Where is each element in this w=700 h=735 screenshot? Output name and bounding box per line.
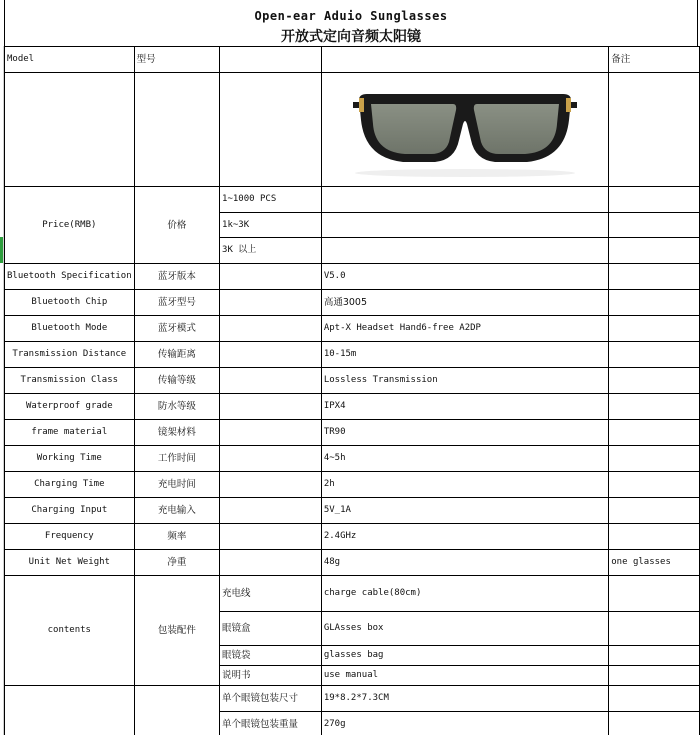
model-header[interactable]: Model	[5, 47, 135, 73]
spec-note[interactable]	[609, 368, 700, 394]
contents-item-value[interactable]: charge cable(80cm)	[321, 576, 608, 612]
contents-item-value[interactable]: GLAsses box	[321, 612, 608, 646]
spec-row	[5, 420, 700, 446]
packaging-item-name[interactable]: 单个眼镜包装重量	[220, 712, 322, 735]
spec-row	[5, 498, 700, 524]
spec-value[interactable]: Apt-X Headset Hand6-free A2DP	[321, 316, 608, 342]
spec-row	[5, 550, 700, 576]
image-row	[5, 73, 700, 187]
spec-row	[5, 342, 700, 368]
spec-row	[5, 368, 700, 394]
spec-row	[5, 524, 700, 550]
spec-value[interactable]: 4~5h	[321, 446, 608, 472]
spec-value[interactable]: IPX4	[321, 394, 608, 420]
packaging-row	[5, 686, 700, 712]
cell[interactable]	[321, 238, 608, 264]
cell[interactable]	[220, 290, 322, 316]
spec-label-cn[interactable]: 充电时间	[134, 472, 219, 498]
price-label[interactable]: Price(RMB)	[5, 187, 135, 264]
spec-row	[5, 264, 700, 290]
model-cn-header[interactable]: 型号	[134, 47, 219, 73]
spec-label-cn[interactable]: 蓝牙型号	[134, 290, 219, 316]
product-image-cell[interactable]	[321, 73, 608, 187]
spec-row	[5, 446, 700, 472]
spec-row	[5, 316, 700, 342]
cell[interactable]	[220, 73, 322, 187]
spec-table	[4, 46, 700, 735]
spec-label[interactable]: Bluetooth Chip	[5, 290, 135, 316]
spec-note[interactable]	[609, 290, 700, 316]
spec-label[interactable]: Charging Input	[5, 498, 135, 524]
spec-value[interactable]: 10-15m	[321, 342, 608, 368]
spec-note[interactable]	[609, 316, 700, 342]
spec-label-cn[interactable]: 传输距离	[134, 342, 219, 368]
price-label-cn[interactable]: 价格	[134, 187, 219, 264]
spec-label[interactable]: Transmission Distance	[5, 342, 135, 368]
cell[interactable]	[609, 612, 700, 646]
cell[interactable]	[220, 342, 322, 368]
cell[interactable]	[609, 666, 700, 686]
spec-note[interactable]	[609, 498, 700, 524]
spec-label-cn[interactable]: 传输等级	[134, 368, 219, 394]
cell[interactable]	[321, 213, 608, 238]
cell[interactable]	[220, 368, 322, 394]
cell[interactable]	[609, 213, 700, 238]
contents-row	[5, 576, 700, 612]
contents-item-name[interactable]: 充电线	[220, 576, 322, 612]
contents-item-value[interactable]: glasses bag	[321, 646, 608, 666]
price-tier[interactable]: 1~1000 PCS	[220, 187, 322, 213]
cell[interactable]	[220, 550, 322, 576]
cell[interactable]	[220, 47, 322, 73]
contents-item-name[interactable]: 眼镜袋	[220, 646, 322, 666]
contents-label[interactable]: contents	[5, 576, 135, 686]
price-tier[interactable]: 3K 以上	[220, 238, 322, 264]
spec-row	[5, 394, 700, 420]
cell[interactable]	[609, 576, 700, 612]
spec-note[interactable]	[609, 472, 700, 498]
cell[interactable]	[220, 264, 322, 290]
cell[interactable]	[5, 686, 135, 735]
title-english: Open-ear Aduio Sunglasses	[254, 9, 448, 23]
spec-label[interactable]: frame material	[5, 420, 135, 446]
cell[interactable]	[220, 472, 322, 498]
spec-label[interactable]: Bluetooth Mode	[5, 316, 135, 342]
title-block	[4, 0, 698, 46]
cell[interactable]	[609, 712, 700, 735]
spec-value[interactable]: TR90	[321, 420, 608, 446]
cell[interactable]	[609, 73, 700, 187]
contents-label-cn[interactable]: 包装配件	[134, 576, 219, 686]
spec-label[interactable]: Bluetooth Specification	[5, 264, 135, 290]
spec-value[interactable]: 5V_1A	[321, 498, 608, 524]
packaging-item-value[interactable]: 19*8.2*7.3CM	[321, 686, 608, 712]
spec-note[interactable]	[609, 264, 700, 290]
spec-label-cn[interactable]: 频率	[134, 524, 219, 550]
cell[interactable]	[134, 73, 219, 187]
spec-value[interactable]: 48g	[321, 550, 608, 576]
spec-label-cn[interactable]: 净重	[134, 550, 219, 576]
spec-value[interactable]: 2.4GHz	[321, 524, 608, 550]
cell[interactable]	[321, 187, 608, 213]
header-row	[5, 47, 700, 73]
spec-value[interactable]: 2h	[321, 472, 608, 498]
spec-label-cn[interactable]: 防水等级	[134, 394, 219, 420]
sunglasses-image	[345, 80, 585, 180]
spec-note[interactable]	[609, 420, 700, 446]
spec-row	[5, 472, 700, 498]
cell[interactable]	[5, 73, 135, 187]
cell[interactable]	[609, 646, 700, 666]
spec-label[interactable]: Waterproof grade	[5, 394, 135, 420]
spec-note[interactable]	[609, 342, 700, 368]
spec-note[interactable]	[609, 524, 700, 550]
spec-label[interactable]: Transmission Class	[5, 368, 135, 394]
contents-item-value[interactable]: use manual	[321, 666, 608, 686]
cell[interactable]	[220, 394, 322, 420]
cell[interactable]	[134, 686, 219, 735]
cell[interactable]	[321, 47, 608, 73]
spec-label[interactable]: Working Time	[5, 446, 135, 472]
spec-label[interactable]: Frequency	[5, 524, 135, 550]
packaging-item-name[interactable]: 单个眼镜包装尺寸	[220, 686, 322, 712]
price-tier[interactable]: 1k~3K	[220, 213, 322, 238]
cell[interactable]	[609, 238, 700, 264]
spec-label-cn[interactable]: 蓝牙版本	[134, 264, 219, 290]
price-row	[5, 187, 700, 213]
spec-label[interactable]: Unit Net Weight	[5, 550, 135, 576]
selection-marker	[0, 237, 3, 263]
notes-header[interactable]: 备注	[609, 47, 700, 73]
contents-item-name[interactable]: 说明书	[220, 666, 322, 686]
spec-note[interactable]	[609, 394, 700, 420]
spec-label-cn[interactable]: 工作时间	[134, 446, 219, 472]
spec-label[interactable]: Charging Time	[5, 472, 135, 498]
contents-item-name[interactable]: 眼镜盒	[220, 612, 322, 646]
cell[interactable]	[220, 524, 322, 550]
cell[interactable]	[609, 686, 700, 712]
cell[interactable]	[220, 498, 322, 524]
spec-label-cn[interactable]: 镜架材料	[134, 420, 219, 446]
spec-value[interactable]: 高通3005	[321, 290, 608, 316]
cell[interactable]	[220, 420, 322, 446]
packaging-item-value[interactable]: 270g	[321, 712, 608, 735]
spec-label-cn[interactable]: 蓝牙模式	[134, 316, 219, 342]
spec-note[interactable]	[609, 446, 700, 472]
title-chinese: 开放式定向音频太阳镜	[281, 29, 421, 45]
cell[interactable]	[609, 187, 700, 213]
spec-value[interactable]: Lossless Transmission	[321, 368, 608, 394]
cell[interactable]	[220, 316, 322, 342]
spec-row	[5, 290, 700, 316]
spec-note[interactable]: one glasses	[609, 550, 700, 576]
spec-value[interactable]: V5.0	[321, 264, 608, 290]
cell[interactable]	[220, 446, 322, 472]
spec-label-cn[interactable]: 充电输入	[134, 498, 219, 524]
